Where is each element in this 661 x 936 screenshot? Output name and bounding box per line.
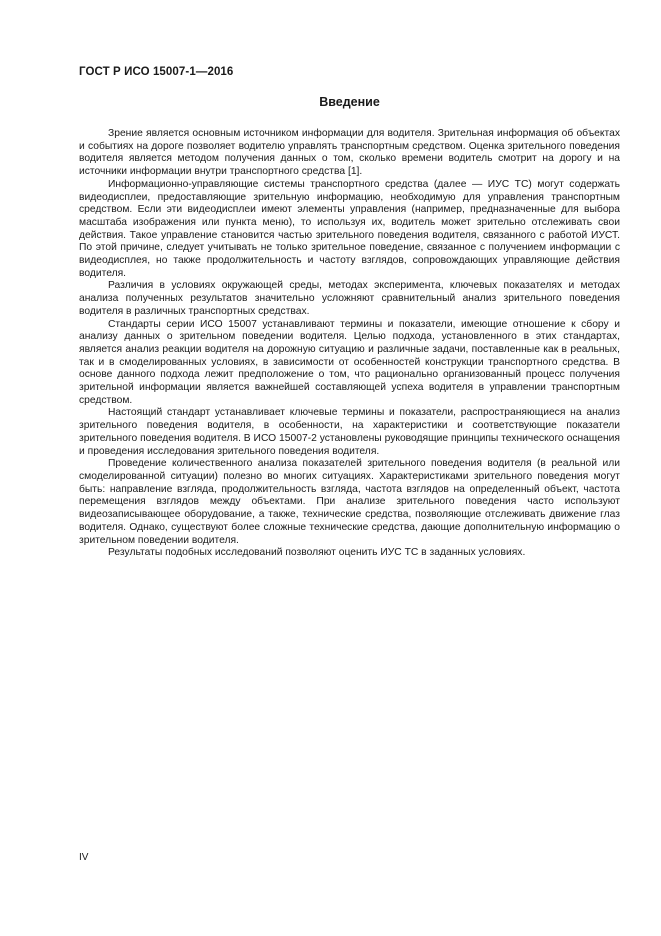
paragraph: Результаты подобных исследований позволяют оценить ИУС ТС в заданных условиях. xyxy=(108,547,526,559)
paragraph: Настоящий стандарт устанавливает ключевые термины и показатели, распространяющиеся на анализ зрительного поведения водителя, в особенности, на характеристики и соответствующие показатели зрительного поведения водителя. В ИСО 15007-2 установлены руководящие принципы технического оснащения и проведения исследования зрительного поведения водителя. xyxy=(79,407,620,457)
paragraph: Стандарты серии ИСО 15007 устанавливают термины и показатели, имеющие отношение к сбору и анализу данных о зрительном поведении водителя. Целью подхода, установленного в этих стандартах, является анализ реакции водителя на дорожную ситуацию и различные задачи, поставленные как в реальных, так и в смоделированных условиях, в зависимости от особенностей конструкции транспортного средства. В основе данного подхода лежит предположение о том, что рационально организованный процесс получения зрительной информации является важнейшей составляющей успеха водителя в управлении транспортным средством. xyxy=(79,318,620,406)
paragraph: Проведение количественного анализа показателей зрительного поведения водителя (в реальной или смоделированной ситуации) полезно во многих ситуациях. Характеристиками зрительного поведения могут быть: направление взгляда, продолжительность взгляда, частота взглядов на определенный объект, частота перемещения взглядов между объектами. При анализе зрительного поведения часто используют видеозаписывающее оборудование, а также, технические средства, позволяющие отслеживать движение глаз водителя. Однако, существуют более сложные технические средства, дающие дополнительную информацию о зрительном поведении водителя. xyxy=(79,458,620,546)
section-title: Введение xyxy=(319,95,380,109)
paragraph: Зрение является основным источником информации для водителя. Зрительная информация об объектах и событиях на дороге позволяет водителю управлять транспортным средством. Оценка зрительного поведения водителя является методом получения данных о том, сколько времени водитель смотрит на дорогу и на источники информации внутри транспортного средства [1]. xyxy=(79,128,620,178)
paragraph: Различия в условиях окружающей среды, методах эксперимента, ключевых показателях и методах анализа полученных результатов значительно усложняют сравнительный анализ зрительного поведения водителя в различных транспортных средствах. xyxy=(79,280,620,317)
page-number: IV xyxy=(79,852,89,863)
introduction-body xyxy=(79,128,620,560)
paragraph: Информационно-управляющие системы транспортного средства (далее — ИУС ТС) могут содержать видеодисплеи, предоставляющие зрительную информацию, необходимую для управления транспортным средством. Если эти видеодисплеи имеют элементы управления (например, предназначенные для выбора масштаба изображения или пункта меню), то используя их, водитель может зрительно отслеживать свои действия. Такое управление становится частью зрительного поведения водителя, связанного с работой ИУСТ. По этой причине, следует учитывать не только зрительное поведение, связанное с получением информации с видеодисплея, но также продолжительность и частоту взглядов, сопровождающих управляющие действия водителя. xyxy=(79,178,620,279)
document-code-header: ГОСТ Р ИСО 15007-1—2016 xyxy=(79,66,234,78)
